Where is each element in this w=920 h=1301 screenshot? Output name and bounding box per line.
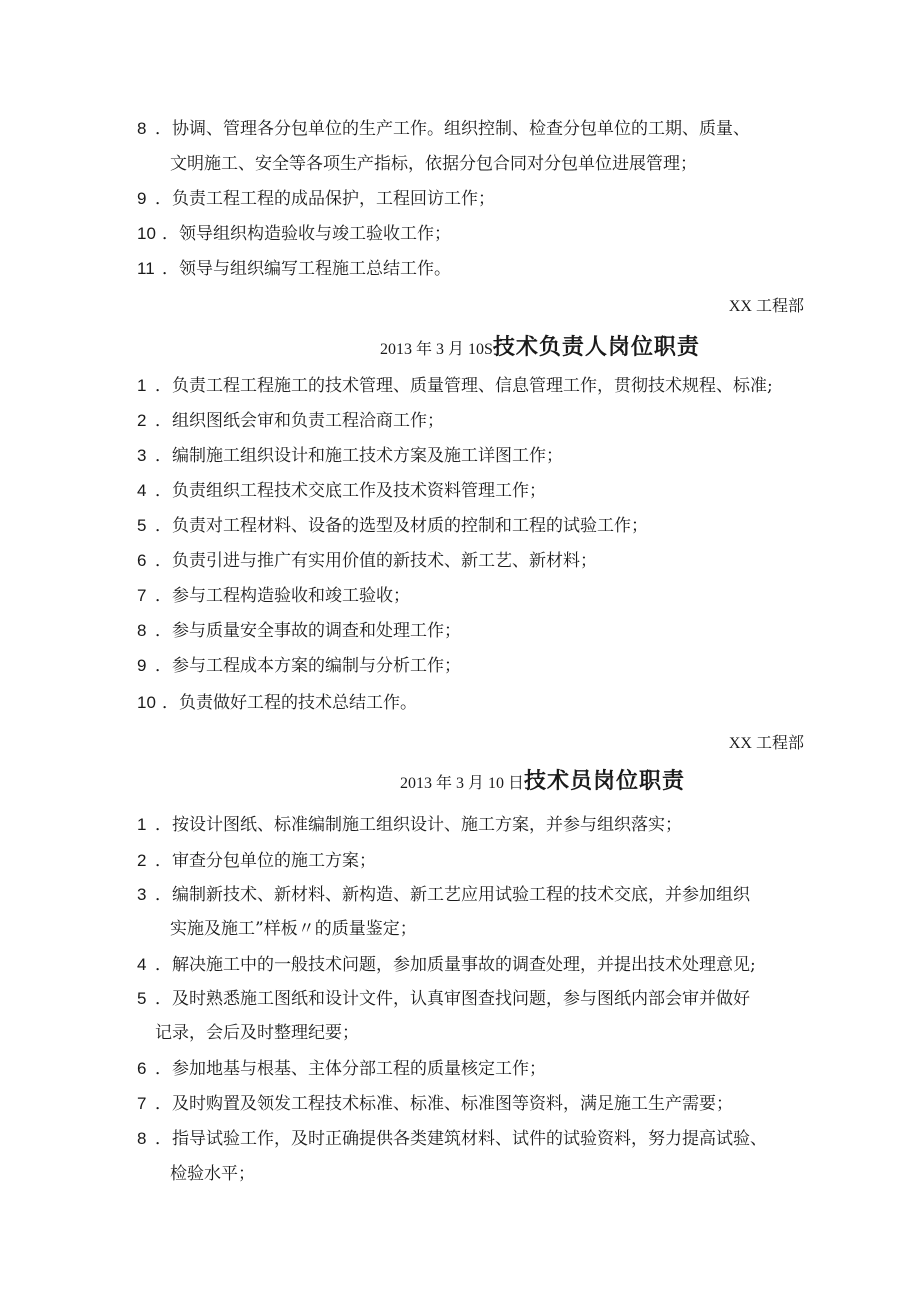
item-text: ．解决施工中的一般技术问题，参加质量事故的调查处理，并提出技术处理意见; <box>155 955 756 975</box>
section-heading <box>400 768 685 798</box>
item-number: 4 <box>137 955 147 974</box>
department-signature: XX 工程部 <box>728 298 804 315</box>
item-text-continued: 实施及施工”样板〃的质量鉴定； <box>170 919 417 939</box>
item-number: 3 <box>137 446 147 465</box>
item-text-continued: 记录，会后及时整理纪要； <box>155 1023 359 1043</box>
item-number: 2 <box>137 851 147 870</box>
heading-title: 技术负责人岗位职责 <box>492 335 700 360</box>
item-text: ．审查分包单位的施工方案； <box>155 851 376 871</box>
item-text: ．负责引进与推广有实用价值的新技术、新工艺、新材料； <box>155 551 597 571</box>
department-signature: XX 工程部 <box>728 735 804 752</box>
item-text: ．编制施工组织设计和施工技术方案及施工详图工作； <box>155 446 563 466</box>
item-text: ．指导试验工作，及时正确提供各类建筑材料、试件的试验资料，努力提高试验、 <box>155 1129 767 1149</box>
item-number: 4 <box>137 481 147 500</box>
item-text: ．负责组织工程技术交底工作及技术资料管理工作； <box>155 481 546 501</box>
item-number: 1 <box>137 815 147 834</box>
item-text: ．及时熟悉施工图纸和设计文件，认真审图查找问题，参与图纸内部会审并做好 <box>155 989 750 1009</box>
item-number: 10 <box>137 224 156 243</box>
item-text-continued: 文明施工、安全等各项生产指标，依据分包合同对分包单位进展管理； <box>170 154 697 174</box>
item-text: ．组织图纸会审和负责工程洽商工作； <box>155 411 444 431</box>
item-number: 8 <box>137 621 147 640</box>
item-number: 11 <box>137 259 155 278</box>
item-number: 7 <box>137 1094 147 1113</box>
item-text: ．负责工程工程的成品保护，工程回访工作； <box>155 189 495 209</box>
section-heading <box>380 334 700 364</box>
item-text: ．编制新技术、新材料、新构造、新工艺应用试验工程的技术交底，并参加组织 <box>155 885 750 905</box>
item-text: ．协调、管理各分包单位的生产工作。组织控制、检查分包单位的工期、质量、 <box>155 119 750 139</box>
item-number: 9 <box>137 656 147 675</box>
item-number: 6 <box>137 1059 147 1078</box>
item-text-continued: 检验水平； <box>170 1164 255 1184</box>
item-text: ．参与质量安全事故的调查和处理工作； <box>155 621 461 641</box>
item-text: ．及时购置及领发工程技术标准、标准、标准图等资料，满足施工生产需要； <box>155 1094 733 1114</box>
item-number: 5 <box>137 989 147 1008</box>
item-number: 3 <box>137 885 147 904</box>
item-number: 8 <box>137 1129 147 1148</box>
item-number: 6 <box>137 551 147 570</box>
item-text: ．参与工程成本方案的编制与分析工作； <box>155 656 461 676</box>
item-text: ．领导与组织编写工程施工总结工作。 <box>162 259 451 279</box>
item-number: 7 <box>137 586 147 605</box>
item-number: 5 <box>137 516 147 535</box>
heading-date: 2013 年 3 月 10 日 <box>400 775 525 792</box>
item-text: ．按设计图纸、标准编制施工组织设计、施工方案，并参与组织落实； <box>155 815 682 835</box>
heading-title: 技术员岗位职责 <box>524 769 686 794</box>
item-number: 1 <box>137 376 147 395</box>
item-number: 10 <box>137 693 156 712</box>
item-text: ．参加地基与根基、主体分部工程的质量核定工作； <box>155 1059 546 1079</box>
item-text: ．领导组织构造验收与竣工验收工作； <box>162 224 451 244</box>
item-text: ．负责工程工程施工的技术管理、质量管理、信息管理工作，贯彻技术规程、标准; <box>155 376 773 396</box>
item-text: ．负责做好工程的技术总结工作。 <box>162 693 417 713</box>
item-number: 2 <box>137 411 147 430</box>
item-text: ．负责对工程材料、设备的选型及材质的控制和工程的试验工作； <box>155 516 648 536</box>
heading-date: 2013 年 3 月 10S <box>380 341 493 358</box>
item-number: 9 <box>137 189 147 208</box>
item-text: ．参与工程构造验收和竣工验收； <box>155 586 410 606</box>
item-number: 8 <box>137 119 147 138</box>
